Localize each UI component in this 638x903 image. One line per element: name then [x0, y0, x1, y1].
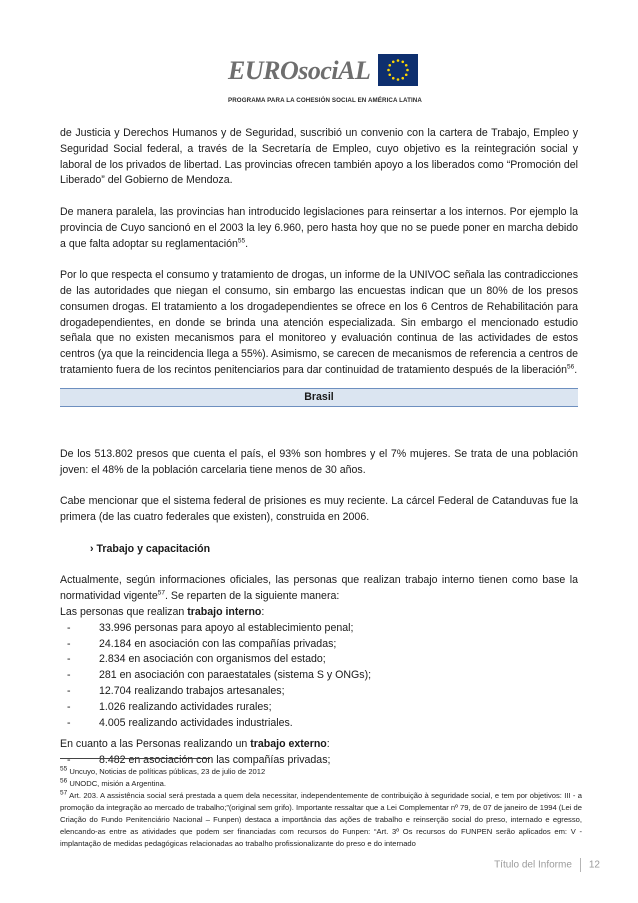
- internal-work-list: [60, 621, 578, 732]
- list-item: - 12.704 realizando trabajos artesanales;: [67, 684, 285, 697]
- eu-star-icon: [397, 59, 400, 62]
- internal-work-intro: Las personas que realizan trabajo interno:: [60, 605, 265, 618]
- footnote-divider: [60, 758, 210, 759]
- footnote-57: $^{57}$ Art. 203. A assistência social será prestada a quem dela necessitar, independentemente de contribuição à seguridade social, e tem por objetivos: III - a promoção da integração ao mercado de trabalho;”(original sem grifo). Importante ressaltar que a Lei Complementar nº 79, de 07 de janeiro de 1994 (Lei de Criação do Fundo Penitenciário Nacional – Funpen) destaca a importância das ações de trabalho e reinserção social do preso, internado e egresso, elencando-as entre as atividades que podem ser financiadas com recursos do Funpen: “Art. 3º Os recursos do FUNPEN serão aplicados em: V - implantação de medidas pedagógicas relacionadas ao trabalho profissionalizante do preso e do internado: [60, 789, 582, 848]
- eu-star-icon: [401, 77, 404, 80]
- section-title: Brasil: [304, 391, 334, 403]
- page-footer: [494, 858, 600, 872]
- paragraph-legislaciones: De manera paralela, las provincias han introducido legislaciones para reinsertar a los internos. Por ejemplo la provincia de Cuyo sancionó en el 2003 la ley 6.960, pero hasta hoy que no se puede poner en marcha debido a que falta adoptar su reglamentación$^{55}$.: [60, 205, 578, 250]
- paragraph-drogas: Por lo que respecta el consumo y tratamiento de drogas, un informe de la UNIVOC señala las contradicciones de las autoridades que niegan el consumo, sin embargo las encuestas indican que un 80% de los presos consumen drogas. El tratamiento a los drogadependientes se ofrece en los 6 Centros de Rehabilitación para drogadependientes, en donde se brinda una atención especializada. Sin embargo el mencionado estudio señala que no existen mecanismos para el monitoreo y evaluación continua de las actividades de estos centros (ya que la reincidencia llega a 55%). Asimismo, se carecen de mecanismos de referencia a centros de tratamiento fuera de los recintos penitenciarios para dar continuidad de tratamiento después de la liberación$^{56}$.: [60, 269, 578, 376]
- list-item: - 4.005 realizando actividades industriales.: [67, 716, 293, 729]
- list-item: - 281 en asociación con paraestatales (sistema S y ONGs);: [67, 669, 372, 682]
- footnote-55: $^{55}$ Uncuyo, Noticias de políticas públicas, 23 de julio de 2012: [60, 765, 266, 776]
- eu-star-icon: [388, 73, 391, 76]
- section-header-brasil: [60, 388, 578, 407]
- paragraph-presos: De los 513.802 presos que cuenta el país, el 93% son hombres y el 7% mujeres. Se trata de una población joven: el 48% de la población carcelaria tiene menos de 30 años.: [60, 448, 578, 476]
- external-work-intro: En cuanto a las Personas realizando un trabajo externo:: [60, 738, 330, 751]
- paragraph-justicia: de Justicia y Derechos Humanos y de Seguridad, suscribió un convenio con la cartera de Trabajo, Empleo y Seguridad Social federal, a través de la Secretaría de Empleo, cuyo objetivo es la reintegración social y laboral de los privados de libertad. Las provincias ofrecen también apoyo a los liberados como “Promoción del Liberado” del Gobierno de Mendoza.: [60, 127, 578, 187]
- eu-star-icon: [397, 78, 400, 81]
- body-top: [60, 126, 578, 379]
- list-item: - 1.026 realizando actividades rurales;: [67, 700, 272, 713]
- eu-star-icon: [401, 60, 404, 63]
- footnote-ref-57: 57: [157, 589, 165, 597]
- eu-star-icon: [392, 77, 395, 80]
- eu-star-icon: [388, 64, 391, 67]
- footer-divider: [580, 858, 581, 872]
- eu-flag-icon: [378, 54, 418, 86]
- footnotes: [60, 766, 582, 850]
- eu-star-icon: [392, 60, 395, 63]
- report-title: Título del Informe: [494, 859, 572, 871]
- list-item: - 8.482 en asociación con las compañías privadas;: [67, 754, 331, 767]
- logo-wordmark: EUROsociAL: [228, 56, 371, 85]
- footnote-56: $^{56}$ UNODC, misión a Argentina.: [60, 777, 166, 788]
- page-number: 12: [588, 859, 600, 871]
- eu-star-icon: [405, 64, 408, 67]
- subheading-trabajo: › Trabajo y capacitación: [90, 542, 211, 555]
- body-brasil: [60, 447, 578, 769]
- logo-subtitle: PROGRAMA PARA LA COHESIÓN SOCIAL EN AMÉRICA LATINA: [228, 97, 422, 104]
- paragraph-actualmente: Actualmente, según informaciones oficiales, las personas que realizan trabajo interno tienen como base la normatividad vigente$^{57}$. Se reparten de la siguiente manera:: [60, 574, 578, 603]
- eu-star-icon: [387, 69, 390, 72]
- list-item: - 24.184 en asociación con las compañías privadas;: [67, 637, 337, 650]
- footnote-ref-55: 55: [237, 237, 246, 245]
- footnote-ref-56: 56: [567, 363, 575, 371]
- eu-star-icon: [405, 73, 408, 76]
- paragraph-sistema-federal: Cabe mencionar que el sistema federal de prisiones es muy reciente. La cárcel Federal de Catanduvas fue la primera (de las cuatro federales que existen), construida en 2006.: [60, 495, 578, 524]
- list-item: - 33.996 personas para apoyo al establecimiento penal;: [67, 621, 354, 634]
- list-item: - 2.834 en asociación con organismos del estado;: [67, 653, 326, 666]
- eu-star-icon: [406, 69, 409, 72]
- eurosocial-logo: [228, 54, 422, 110]
